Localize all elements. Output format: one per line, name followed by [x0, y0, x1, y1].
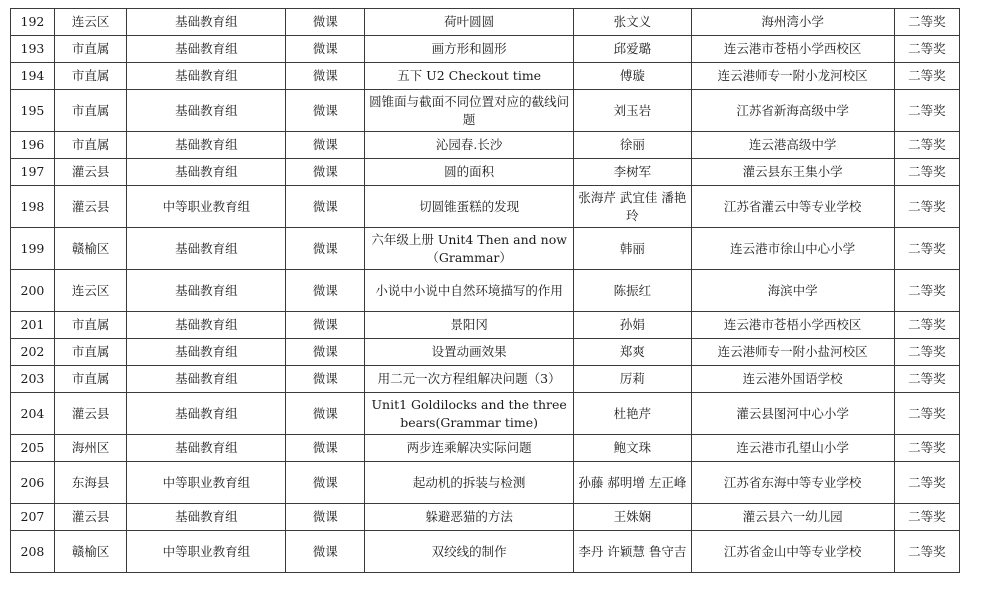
cell-district: 连云区 [54, 9, 126, 36]
cell-title: 躲避恶猫的方法 [365, 504, 574, 531]
table-row [11, 159, 960, 186]
table-row [11, 504, 960, 531]
cell-number: 208 [11, 531, 55, 573]
cell-award: 二等奖 [894, 159, 959, 186]
cell-type: 微课 [286, 270, 365, 312]
cell-award: 二等奖 [894, 270, 959, 312]
cell-school: 连云港高级中学 [691, 132, 894, 159]
table-row [11, 435, 960, 462]
cell-type: 微课 [286, 36, 365, 63]
cell-title: 起动机的拆装与检测 [365, 462, 574, 504]
table-row [11, 90, 960, 132]
cell-author: 刘玉岩 [574, 90, 691, 132]
cell-type: 微课 [286, 186, 365, 228]
table-body [11, 9, 960, 573]
cell-district: 灌云县 [54, 159, 126, 186]
cell-title: 荷叶圆圆 [365, 9, 574, 36]
cell-school: 连云港师专一附小龙河校区 [691, 63, 894, 90]
cell-number: 195 [11, 90, 55, 132]
cell-title: 双绞线的制作 [365, 531, 574, 573]
cell-title: Unit1 Goldilocks and the three bears(Grammar time) [365, 393, 574, 435]
cell-type: 微课 [286, 531, 365, 573]
cell-district: 市直属 [54, 63, 126, 90]
cell-number: 192 [11, 9, 55, 36]
cell-number: 204 [11, 393, 55, 435]
cell-school: 连云港市苍梧小学西校区 [691, 312, 894, 339]
cell-school: 江苏省东海中等专业学校 [691, 462, 894, 504]
cell-school: 江苏省金山中等专业学校 [691, 531, 894, 573]
cell-group: 基础教育组 [127, 159, 286, 186]
cell-school: 连云港市徐山中心小学 [691, 228, 894, 270]
cell-author: 孙藤 郝明增 左正峰 [574, 462, 691, 504]
cell-author: 郑爽 [574, 339, 691, 366]
cell-number: 205 [11, 435, 55, 462]
cell-group: 基础教育组 [127, 228, 286, 270]
cell-author: 陈振红 [574, 270, 691, 312]
cell-type: 微课 [286, 159, 365, 186]
cell-award: 二等奖 [894, 312, 959, 339]
cell-school: 江苏省新海高级中学 [691, 90, 894, 132]
cell-award: 二等奖 [894, 228, 959, 270]
cell-award: 二等奖 [894, 36, 959, 63]
table-row [11, 312, 960, 339]
cell-group: 基础教育组 [127, 63, 286, 90]
table-row [11, 339, 960, 366]
cell-district: 赣榆区 [54, 228, 126, 270]
cell-number: 201 [11, 312, 55, 339]
cell-title: 设置动画效果 [365, 339, 574, 366]
cell-type: 微课 [286, 90, 365, 132]
cell-school: 灌云县图河中心小学 [691, 393, 894, 435]
cell-type: 微课 [286, 63, 365, 90]
cell-group: 基础教育组 [127, 312, 286, 339]
table-row [11, 9, 960, 36]
cell-number: 199 [11, 228, 55, 270]
cell-title: 圆锥面与截面不同位置对应的截线问题 [365, 90, 574, 132]
cell-group: 中等职业教育组 [127, 462, 286, 504]
cell-group: 基础教育组 [127, 435, 286, 462]
cell-author: 孙娟 [574, 312, 691, 339]
cell-number: 207 [11, 504, 55, 531]
cell-school: 灌云县六一幼儿园 [691, 504, 894, 531]
cell-district: 东海县 [54, 462, 126, 504]
cell-group: 基础教育组 [127, 132, 286, 159]
cell-title: 切圆锥蛋糕的发现 [365, 186, 574, 228]
table-row [11, 531, 960, 573]
cell-author: 鲍文珠 [574, 435, 691, 462]
cell-type: 微课 [286, 462, 365, 504]
cell-award: 二等奖 [894, 504, 959, 531]
table-row [11, 36, 960, 63]
cell-school: 连云港市孔望山小学 [691, 435, 894, 462]
table-row [11, 393, 960, 435]
cell-title: 五下 U2 Checkout time [365, 63, 574, 90]
cell-type: 微课 [286, 435, 365, 462]
cell-group: 基础教育组 [127, 36, 286, 63]
cell-award: 二等奖 [894, 366, 959, 393]
table-row [11, 366, 960, 393]
cell-number: 200 [11, 270, 55, 312]
cell-title: 小说中小说中自然环境描写的作用 [365, 270, 574, 312]
cell-number: 202 [11, 339, 55, 366]
cell-group: 基础教育组 [127, 90, 286, 132]
cell-number: 196 [11, 132, 55, 159]
cell-number: 203 [11, 366, 55, 393]
table-row [11, 270, 960, 312]
cell-type: 微课 [286, 504, 365, 531]
cell-type: 微课 [286, 393, 365, 435]
cell-title: 景阳冈 [365, 312, 574, 339]
cell-district: 灌云县 [54, 393, 126, 435]
cell-author: 徐丽 [574, 132, 691, 159]
cell-author: 杜艳芹 [574, 393, 691, 435]
cell-school: 海州湾小学 [691, 9, 894, 36]
table-row [11, 63, 960, 90]
cell-group: 基础教育组 [127, 270, 286, 312]
cell-district: 灌云县 [54, 504, 126, 531]
table-row [11, 132, 960, 159]
cell-group: 中等职业教育组 [127, 531, 286, 573]
cell-district: 连云区 [54, 270, 126, 312]
cell-type: 微课 [286, 9, 365, 36]
cell-award: 二等奖 [894, 90, 959, 132]
cell-award: 二等奖 [894, 63, 959, 90]
cell-title: 沁园春.长沙 [365, 132, 574, 159]
cell-award: 二等奖 [894, 9, 959, 36]
cell-author: 傅璇 [574, 63, 691, 90]
cell-group: 基础教育组 [127, 393, 286, 435]
cell-school: 海滨中学 [691, 270, 894, 312]
cell-school: 连云港市苍梧小学西校区 [691, 36, 894, 63]
cell-author: 王姝娴 [574, 504, 691, 531]
awards-table [10, 8, 960, 573]
cell-number: 206 [11, 462, 55, 504]
cell-author: 张海芹 武宜佳 潘艳玲 [574, 186, 691, 228]
cell-type: 微课 [286, 339, 365, 366]
cell-author: 李丹 许颖慧 鲁守吉 [574, 531, 691, 573]
cell-type: 微课 [286, 132, 365, 159]
cell-award: 二等奖 [894, 462, 959, 504]
cell-title: 两步连乘解决实际问题 [365, 435, 574, 462]
cell-district: 市直属 [54, 366, 126, 393]
table-row [11, 462, 960, 504]
cell-author: 厉莉 [574, 366, 691, 393]
cell-school: 江苏省灌云中等专业学校 [691, 186, 894, 228]
cell-award: 二等奖 [894, 339, 959, 366]
cell-district: 市直属 [54, 312, 126, 339]
cell-district: 市直属 [54, 36, 126, 63]
cell-group: 中等职业教育组 [127, 186, 286, 228]
cell-school: 灌云县东王集小学 [691, 159, 894, 186]
cell-title: 画方形和圆形 [365, 36, 574, 63]
table-row [11, 228, 960, 270]
cell-award: 二等奖 [894, 435, 959, 462]
cell-title: 用二元一次方程组解决问题（3） [365, 366, 574, 393]
cell-district: 市直属 [54, 339, 126, 366]
cell-author: 李树军 [574, 159, 691, 186]
cell-author: 邱爱璐 [574, 36, 691, 63]
cell-district: 灌云县 [54, 186, 126, 228]
cell-title: 圆的面积 [365, 159, 574, 186]
cell-school: 连云港师专一附小盐河校区 [691, 339, 894, 366]
cell-award: 二等奖 [894, 186, 959, 228]
cell-group: 基础教育组 [127, 366, 286, 393]
cell-number: 194 [11, 63, 55, 90]
table-row [11, 186, 960, 228]
cell-district: 市直属 [54, 132, 126, 159]
cell-type: 微课 [286, 312, 365, 339]
cell-group: 基础教育组 [127, 339, 286, 366]
cell-award: 二等奖 [894, 132, 959, 159]
cell-type: 微课 [286, 366, 365, 393]
cell-number: 197 [11, 159, 55, 186]
cell-title: 六年级上册 Unit4 Then and now（Grammar） [365, 228, 574, 270]
cell-number: 193 [11, 36, 55, 63]
cell-group: 基础教育组 [127, 9, 286, 36]
cell-group: 基础教育组 [127, 504, 286, 531]
cell-award: 二等奖 [894, 393, 959, 435]
cell-award: 二等奖 [894, 531, 959, 573]
cell-school: 连云港外国语学校 [691, 366, 894, 393]
cell-district: 赣榆区 [54, 531, 126, 573]
cell-number: 198 [11, 186, 55, 228]
cell-author: 张文义 [574, 9, 691, 36]
cell-author: 韩丽 [574, 228, 691, 270]
cell-type: 微课 [286, 228, 365, 270]
cell-district: 海州区 [54, 435, 126, 462]
cell-district: 市直属 [54, 90, 126, 132]
